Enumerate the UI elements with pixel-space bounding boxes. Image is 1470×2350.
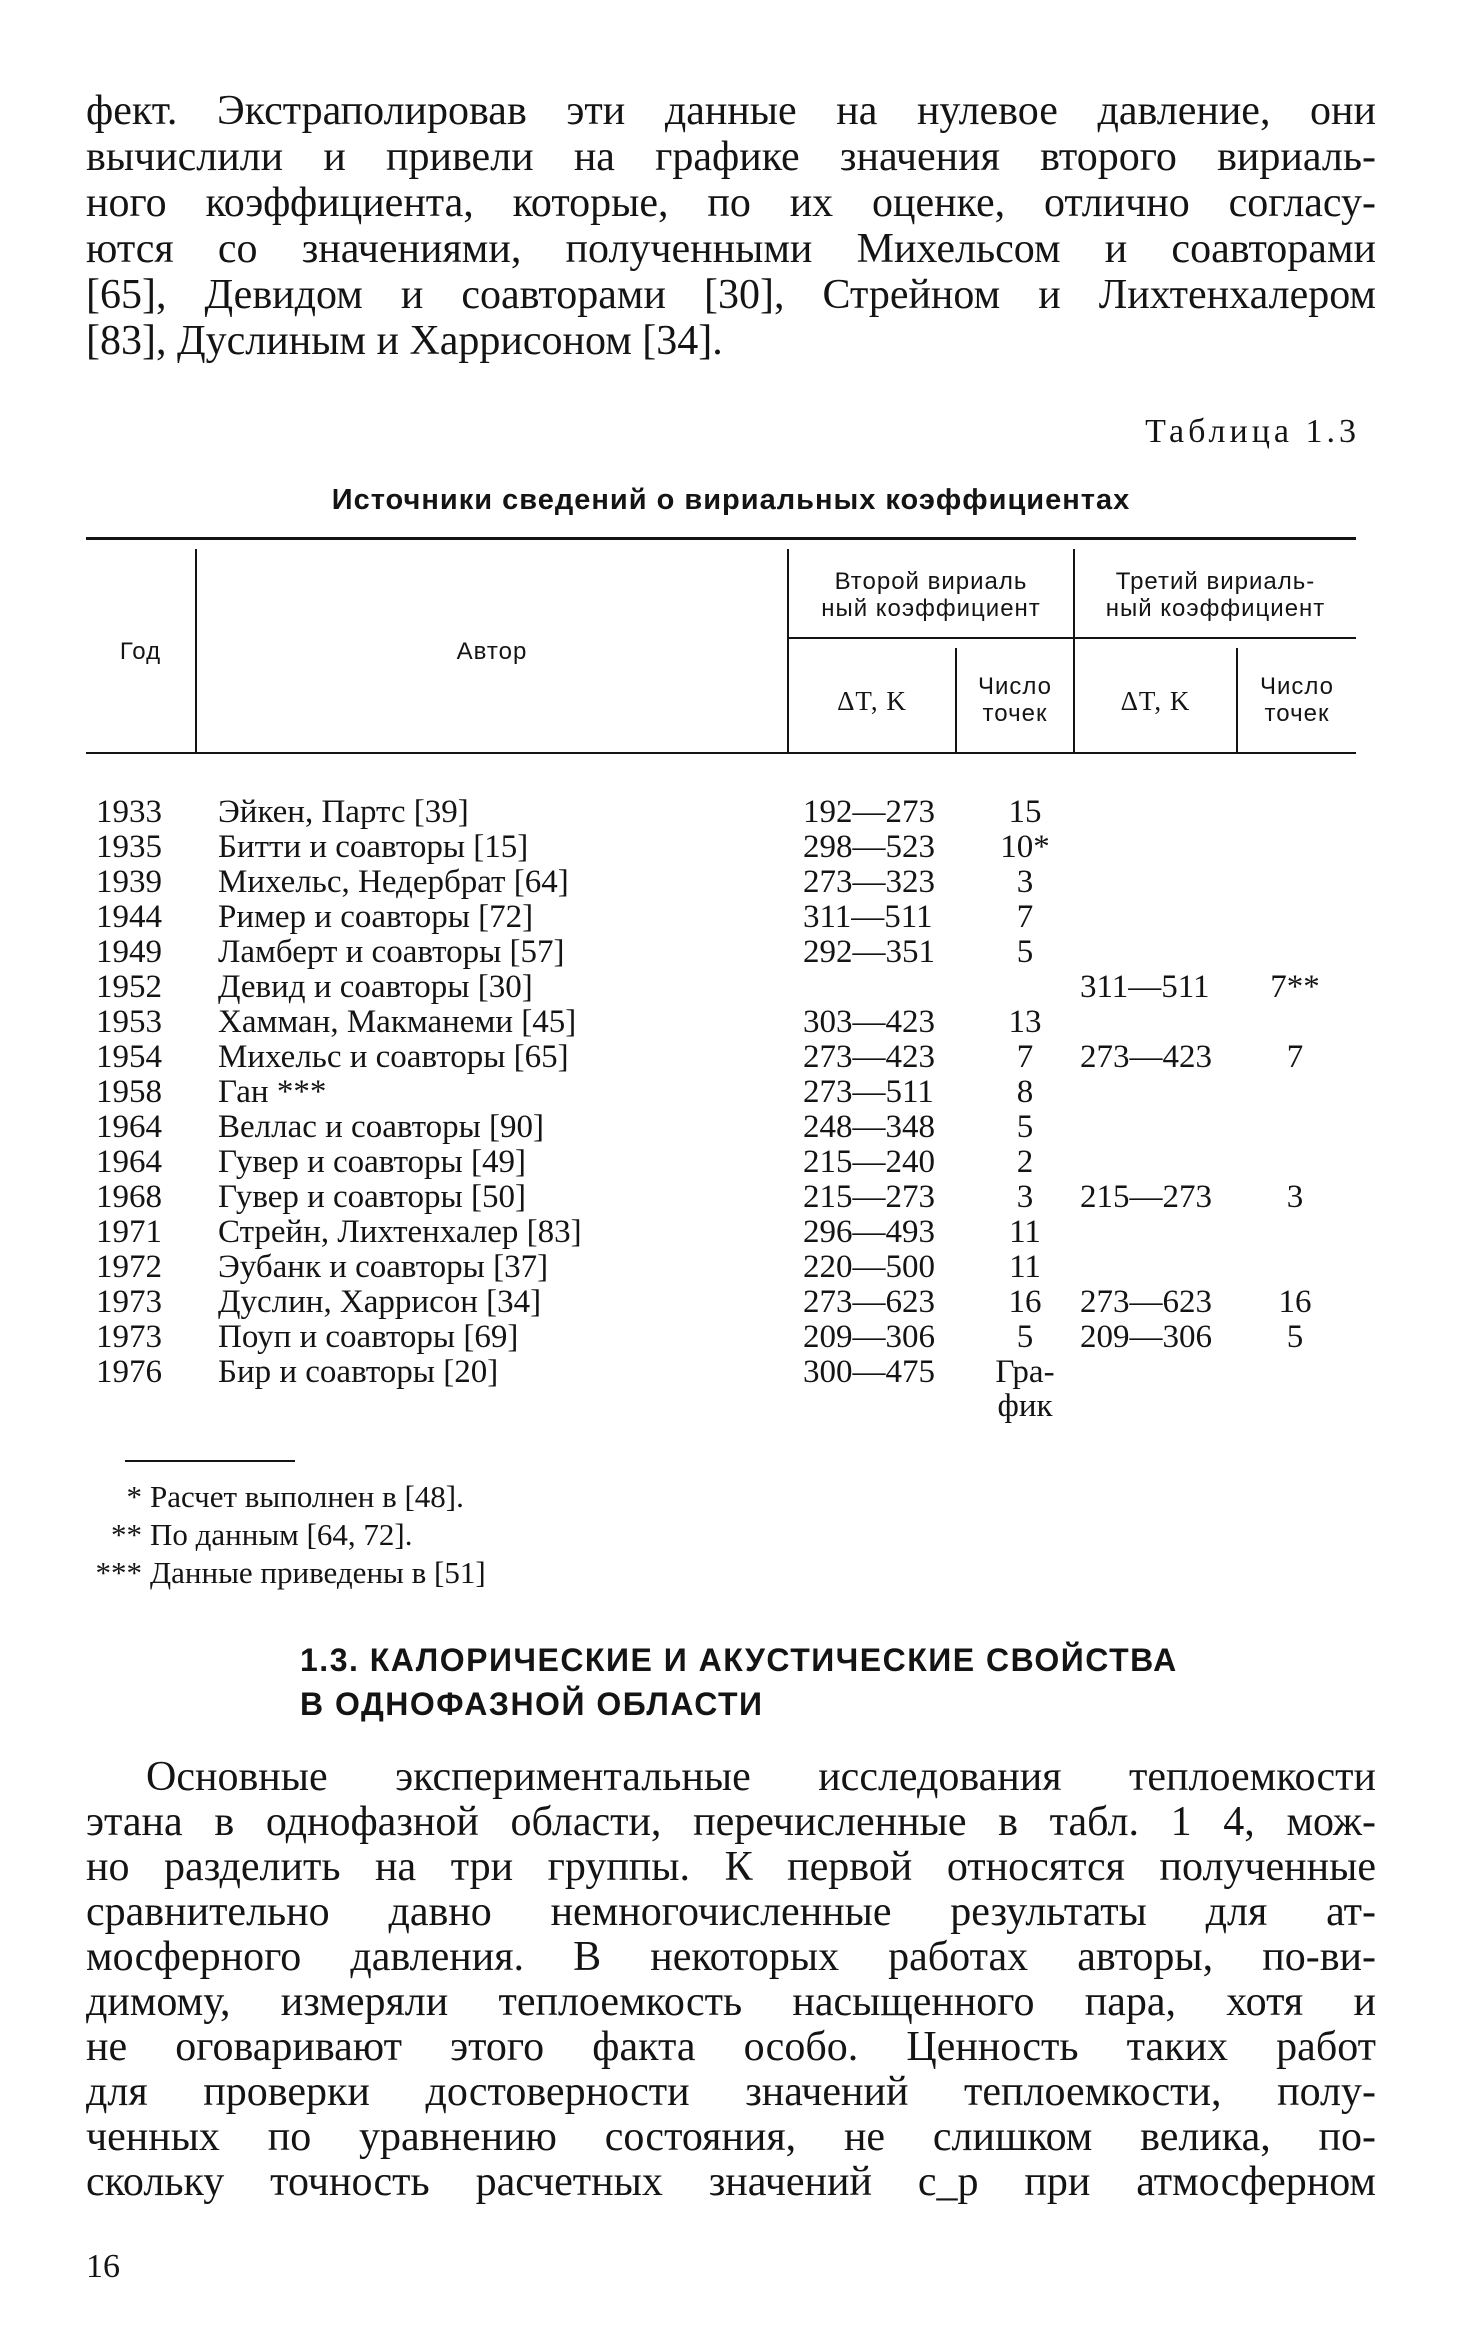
cell-second-range: 311—511	[803, 899, 933, 935]
cell-third-points: 7**	[1270, 969, 1320, 1005]
section-heading-line: 1.3. КАЛОРИЧЕСКИЕ И АКУСТИЧЕСКИЕ СВОЙСТВА	[300, 1642, 1178, 1678]
section-heading	[300, 1638, 1178, 1726]
cell-year: 1933	[96, 794, 162, 830]
cell-second-points: 3	[1016, 864, 1034, 900]
footnotes	[95, 1478, 486, 1592]
cell-second-points-continuation: фик	[997, 1388, 1053, 1424]
cell-author: Эубанк и соавторы [37]	[218, 1249, 549, 1285]
text-line: скольку точность расчетных значений c_p при атмосферном	[86, 2159, 1376, 2205]
header-year	[86, 638, 195, 665]
cell-second-range: 296—493	[803, 1214, 935, 1250]
header-author-label: Автор	[456, 638, 528, 665]
text-line: [83], Дуслиным и Харрисоном [34].	[86, 318, 723, 364]
header-second-npoints	[957, 673, 1073, 727]
text-line: ются со значениями, полученными Михельсом и соавторами	[86, 226, 1376, 272]
cell-year: 1968	[96, 1179, 162, 1215]
footnote	[111, 1516, 486, 1554]
header-year-label: Год	[119, 638, 162, 665]
header-third-line: Третий вириаль-	[1115, 568, 1316, 595]
text-line: этана в однофазной области, перечисленные в табл. 1 4, мож-	[86, 1799, 1376, 1845]
header-npoints-line: Число	[977, 673, 1053, 700]
cell-second-points: Гра-	[995, 1354, 1055, 1390]
footnote-text: Расчет выполнен в [48].	[150, 1479, 464, 1514]
cell-third-points: 16	[1278, 1284, 1312, 1320]
header-second-dt	[789, 688, 955, 715]
hrule-third-sub	[1075, 637, 1356, 639]
header-npoints-line: Число	[1259, 673, 1335, 700]
cell-year: 1954	[96, 1039, 162, 1075]
header-second-virial	[789, 568, 1073, 622]
cell-third-points: 5	[1286, 1319, 1304, 1355]
text-line: мосферного давления. В некоторых работах авторы, по-ви-	[86, 1934, 1376, 1980]
cell-second-points: 11	[1009, 1214, 1041, 1250]
cell-second-points: 10*	[1000, 829, 1050, 865]
cell-second-points: 7	[1016, 1039, 1034, 1075]
cell-second-points: 8	[1016, 1074, 1034, 1110]
cell-author: Дуслин, Харрисон [34]	[218, 1284, 542, 1320]
text-line: не оговаривают этого факта особо. Ценность таких работ	[86, 2024, 1376, 2070]
cell-third-range: 215—273	[1080, 1179, 1212, 1215]
cell-author: Битти и соавторы [15]	[218, 829, 529, 865]
header-third-virial	[1075, 568, 1356, 622]
cell-year: 1949	[96, 934, 162, 970]
text-line: ченных по уравнению состояния, не слишком велика, по-	[86, 2114, 1376, 2160]
cell-third-points: 7	[1286, 1039, 1304, 1075]
header-dt-label: ΔT, K	[837, 686, 907, 716]
cell-second-points: 2	[1016, 1144, 1034, 1180]
cell-author: Ган ***	[218, 1074, 327, 1110]
cell-year: 1958	[96, 1074, 162, 1110]
header-dt-label: ΔT, K	[1120, 686, 1191, 716]
cell-third-range: 209—306	[1080, 1319, 1212, 1355]
header-third-npoints	[1238, 673, 1356, 727]
cell-year: 1964	[96, 1144, 162, 1180]
cell-year: 1952	[96, 969, 162, 1005]
text-line: [65], Девидом и соавторами [30], Стрейном и Лихтенхалером	[86, 272, 1376, 318]
section-heading-line: В ОДНОФАЗНОЙ ОБЛАСТИ	[300, 1686, 764, 1722]
text-line: но разделить на три группы. К первой относятся полученные	[86, 1844, 1376, 1890]
cell-second-range: 215—240	[803, 1144, 935, 1180]
cell-author: Гувер и соавторы [49]	[218, 1144, 526, 1180]
cell-second-points: 3	[1016, 1179, 1034, 1215]
footnote-mark: *	[126, 1479, 142, 1514]
cell-author: Стрейн, Лихтенхалер [83]	[218, 1214, 582, 1250]
cell-second-range: 298—523	[803, 829, 935, 865]
cell-third-range: 311—511	[1080, 969, 1210, 1005]
cell-second-points: 15	[1008, 794, 1042, 830]
footnote	[95, 1554, 486, 1592]
cell-year: 1939	[96, 864, 162, 900]
cell-author: Ламберт и соавторы [57]	[218, 934, 565, 970]
table-top-rule	[86, 537, 1356, 540]
header-npoints-line: точек	[1264, 700, 1330, 727]
table-label: Таблица 1.3	[1145, 413, 1360, 450]
cell-year: 1976	[96, 1354, 162, 1390]
cell-second-range: 292—351	[803, 934, 935, 970]
header-second-line: Второй вириаль	[834, 568, 1028, 595]
cell-author: Михельс, Недербрат [64]	[218, 864, 569, 900]
cell-second-points: 11	[1009, 1249, 1041, 1285]
cell-author: Девид и соавторы [30]	[218, 969, 533, 1005]
cell-second-range: 303—423	[803, 1004, 935, 1040]
cell-author: Хамман, Макманеми [45]	[218, 1004, 577, 1040]
cell-second-range: 273—623	[803, 1284, 935, 1320]
cell-second-range: 248—348	[803, 1109, 935, 1145]
cell-third-range: 273—623	[1080, 1284, 1212, 1320]
footnote-text: Данные приведены в [51]	[150, 1555, 486, 1590]
cell-second-range: 215—273	[803, 1179, 935, 1215]
cell-second-range: 300—475	[803, 1354, 935, 1390]
footnote	[126, 1478, 486, 1516]
text-line: вычислили и привели на графике значения второго вириаль-	[86, 134, 1376, 180]
footnote-rule	[125, 1460, 295, 1462]
cell-year: 1971	[96, 1214, 162, 1250]
text-line: Основные экспериментальные исследования теплоемкости	[146, 1754, 1376, 1800]
cell-second-range: 273—423	[803, 1039, 935, 1075]
cell-year: 1964	[96, 1109, 162, 1145]
cell-second-points: 5	[1016, 1319, 1034, 1355]
table-header-bottom-rule	[86, 752, 1356, 754]
cell-year: 1935	[96, 829, 162, 865]
hrule-second-sub	[789, 637, 1073, 639]
footnote-text: По данным [64, 72].	[150, 1517, 413, 1552]
cell-year: 1973	[96, 1319, 162, 1355]
header-npoints-line: точек	[982, 700, 1048, 727]
intro-paragraph	[86, 88, 1376, 364]
cell-second-points: 16	[1008, 1284, 1042, 1320]
cell-second-points: 7	[1016, 899, 1034, 935]
cell-author: Поуп и соавторы [69]	[218, 1319, 519, 1355]
text-line: ного коэффициента, которые, по их оценке, отлично согласу-	[86, 180, 1376, 226]
header-author	[197, 638, 787, 665]
cell-second-range: 209—306	[803, 1319, 935, 1355]
cell-second-range: 273—511	[803, 1074, 934, 1110]
table-title: Источники сведений о вириальных коэффициентах	[331, 484, 1131, 516]
cell-second-range: 220—500	[803, 1249, 935, 1285]
text-line: фект. Экстраполировав эти данные на нулевое давление, они	[86, 88, 1376, 134]
cell-third-points: 3	[1286, 1179, 1304, 1215]
cell-year: 1973	[96, 1284, 162, 1320]
cell-author: Эйкен, Партс [39]	[218, 794, 469, 830]
page-number: 16	[86, 2248, 120, 2285]
footnote-mark: ***	[95, 1555, 142, 1590]
cell-author: Ример и соавторы [72]	[218, 899, 534, 935]
cell-author: Гувер и соавторы [50]	[218, 1179, 526, 1215]
header-third-dt	[1075, 688, 1236, 715]
text-line: для проверки достоверности значений теплоемкости, полу-	[86, 2069, 1376, 2115]
cell-year: 1944	[96, 899, 162, 935]
cell-year: 1953	[96, 1004, 162, 1040]
body-paragraph	[86, 1755, 1376, 2205]
cell-author: Бир и соавторы [20]	[218, 1354, 499, 1390]
cell-year: 1972	[96, 1249, 162, 1285]
footnote-mark: **	[111, 1517, 142, 1552]
cell-third-range: 273—423	[1080, 1039, 1212, 1075]
header-second-line: ный коэффициент	[821, 595, 1041, 622]
cell-second-range: 192—273	[803, 794, 935, 830]
cell-second-range: 273—323	[803, 864, 935, 900]
cell-second-points: 5	[1016, 934, 1034, 970]
cell-author: Веллас и соавторы [90]	[218, 1109, 544, 1145]
cell-author: Михельс и соавторы [65]	[218, 1039, 569, 1075]
text-line: сравнительно давно немногочисленные результаты для ат-	[86, 1889, 1376, 1935]
cell-second-points: 13	[1008, 1004, 1042, 1040]
cell-second-points: 5	[1016, 1109, 1034, 1145]
header-third-line: ный коэффициент	[1105, 595, 1326, 622]
text-line: димому, измеряли теплоемкость насыщенного пара, хотя и	[86, 1979, 1376, 2025]
